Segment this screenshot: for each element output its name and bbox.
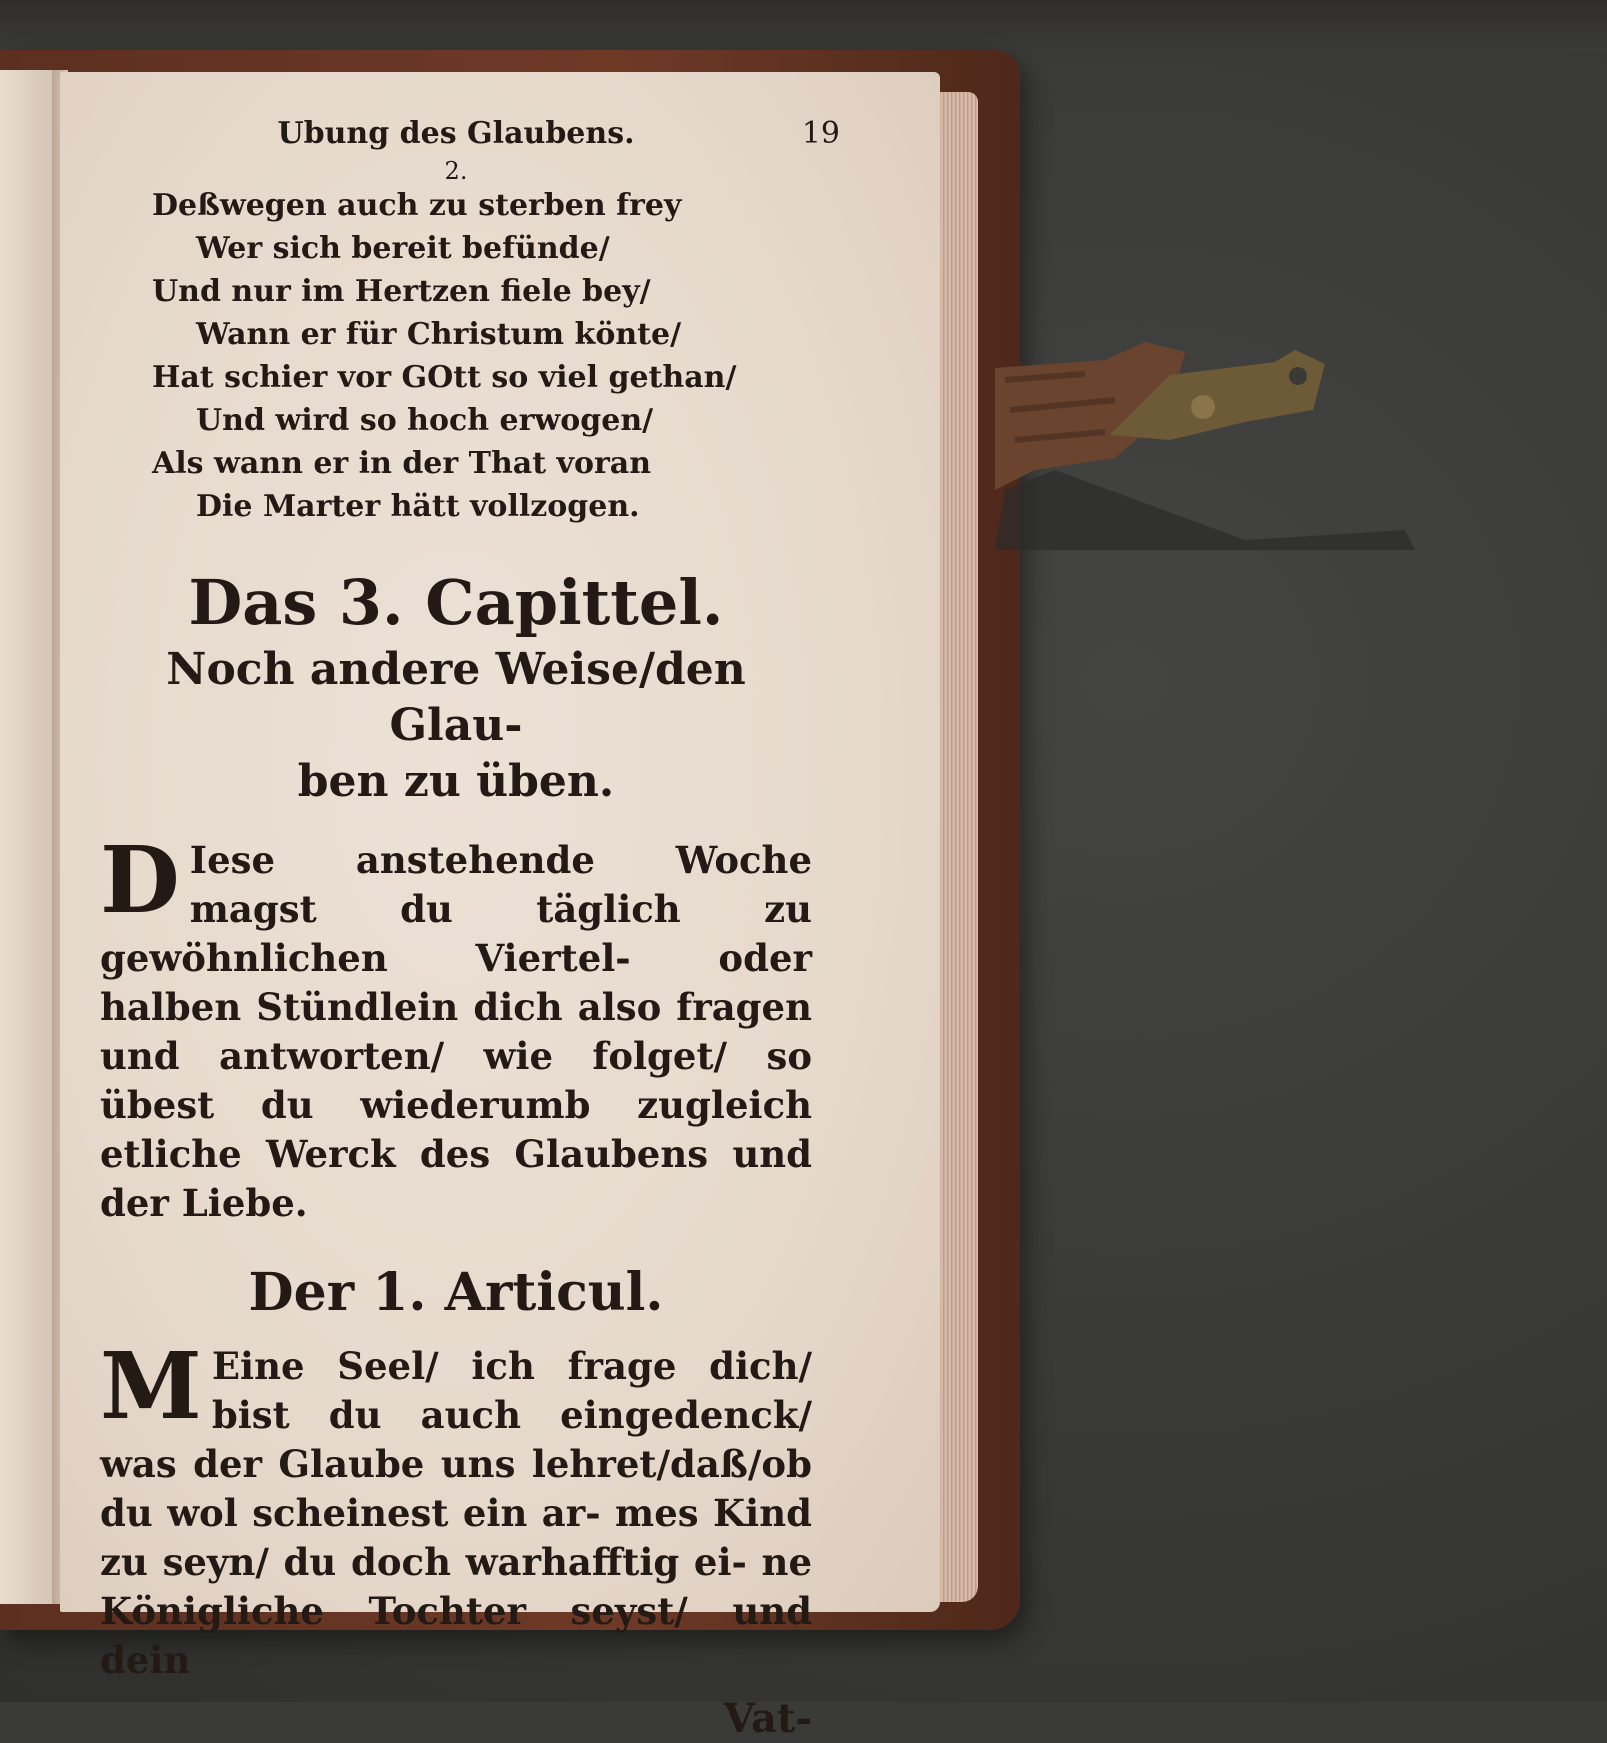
verse-line: Wer sich bereit befünde/ xyxy=(196,231,610,266)
verse-line: Die Marter hätt vollzogen. xyxy=(196,489,640,524)
drop-cap: D xyxy=(100,826,180,934)
paragraph-text: Iese anstehende Woche magst du täglich zu gewöhnlichen Viertel- oder halben Stündlein dich also fragen und antworten/ wie folget/ so übest du wiederumb zugleich etliche Werck des Glaubens und der Liebe. xyxy=(100,838,812,1225)
clasp-hole xyxy=(1289,367,1307,385)
paragraph xyxy=(100,1332,812,1685)
verse-line: Deßwegen auch zu sterben frey xyxy=(152,188,682,223)
running-title: Ubung des Glaubens. xyxy=(277,116,635,151)
paragraph xyxy=(100,826,812,1228)
leather-clasp xyxy=(995,340,1415,550)
article-title: Der 1. Articul. xyxy=(248,1262,664,1323)
running-head xyxy=(100,116,840,166)
clasp-rivet xyxy=(1191,395,1215,419)
stanza-number: 2. xyxy=(444,157,468,185)
left-page xyxy=(0,70,56,1604)
verse-line: Wann er für Christum könte/ xyxy=(196,317,682,352)
verse-stanza xyxy=(100,184,812,528)
background-top-shadow xyxy=(0,0,1607,50)
verse-line: Hat schier vor GOtt so viel gethan/ xyxy=(152,360,737,395)
chapter-subtitle xyxy=(100,642,812,810)
clasp-shadow xyxy=(995,470,1415,550)
paragraph-text: Eine Seel/ ich frage dich/ bist du auch eingedenck/ was der Glaube uns lehret/daß/ob du wol scheinest ein ar- mes Kind zu seyn/ du doch warhafftig ei- ne Königliche Tochter seyst/ und dein xyxy=(100,1344,812,1682)
verse-line: Als wann er in der That voran xyxy=(152,446,652,481)
verse-line: Und nur im Hertzen fiele bey/ xyxy=(152,274,651,309)
drop-cap: M xyxy=(100,1332,202,1440)
catchword: Vat- xyxy=(723,1695,812,1742)
chapter-subtitle-line: Noch andere Weise/den Glau- xyxy=(166,644,746,751)
chapter-subtitle-line: ben zu üben. xyxy=(297,756,615,807)
page-number: 19 xyxy=(801,116,840,151)
page-text xyxy=(100,116,840,1743)
verse-line: Und wird so hoch erwogen/ xyxy=(196,403,654,438)
chapter-title: Das 3. Capittel. xyxy=(188,566,724,639)
